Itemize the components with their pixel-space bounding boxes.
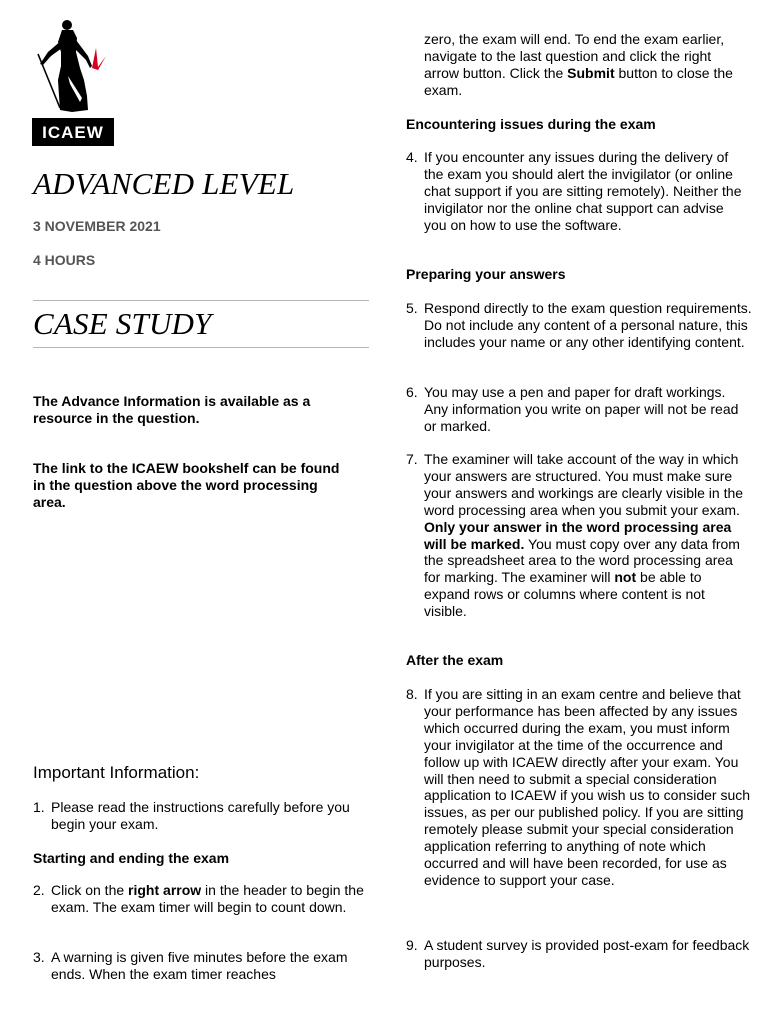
list-item: 3. A warning is given five minutes before the exam ends. When the exam timer reaches [33, 949, 348, 982]
page-title: ADVANCED LEVEL [33, 166, 295, 201]
advance-information-note: The Advance Information is available as a resource in the question. [33, 393, 311, 426]
list-item-continued: zero, the exam will end. To end the exam earlier, navigate to the last question and click the right arrow button. Click the Submit button to close the exam. [424, 31, 733, 98]
list-item: 4. If you encounter any issues during the delivery of the exam you should alert the invigilator (or online chat support if you are sitting remotely). Neither the invigilator nor the online chat support can advise you on how to use the software. [406, 149, 742, 233]
important-info-heading: Important Information: [33, 763, 200, 782]
justice-figure-icon [38, 20, 106, 112]
divider-bottom [33, 347, 369, 348]
logo-text: ICAEW [42, 123, 104, 142]
divider-top [33, 300, 369, 301]
section-heading-preparing: Preparing your answers [406, 266, 566, 282]
section-heading-issues: Encountering issues during the exam [406, 116, 656, 132]
list-item: 8. If you are sitting in an exam centre and believe that your performance has been affected by any issues which occurred during the exam, you must inform your invigilator at the time of the occurrence and follow up with ICAEW directly after your exam. You will then need to submit a special consideration application to ICAEW if you wish us to consider such issues, as per our published policy. If you are sitting remotely please submit your special consideration application referring to anything of note which occurred and will have been recorded, for use as evidence to support your case. [406, 686, 751, 888]
list-item: 5. Respond directly to the exam question requirements. Do not include any content of a personal nature, this includes your name or any other identifying content. [406, 300, 752, 350]
list-item: 1. Please read the instructions carefully before you begin your exam. [33, 799, 350, 832]
list-item: 2. Click on the right arrow in the header to begin the exam. The exam timer will begin to count down. [33, 882, 364, 915]
list-item: 9. A student survey is provided post-exam for feedback purposes. [406, 937, 750, 970]
bookshelf-link-note: The link to the ICAEW bookshelf can be found in the question above the word processing area. [33, 460, 340, 510]
section-heading-start: Starting and ending the exam [33, 850, 230, 866]
icaew-logo [32, 18, 114, 146]
exam-duration: 4 HOURS [33, 252, 96, 268]
case-study-title: CASE STUDY [33, 306, 212, 341]
list-item: 6. You may use a pen and paper for draft workings. Any information you write on paper will not be read or marked. [406, 384, 739, 434]
exam-date: 3 NOVEMBER 2021 [33, 218, 161, 234]
section-heading-after: After the exam [406, 652, 504, 668]
list-item: 7. The examiner will take account of the way in which your answers are structured. You must make sure your answers and workings are clearly visible in the word processing area when you submit your exam. Only your answer in the word processing area will be marked. You must copy over any data from the spreadsheet area to the word processing area for marking. The examiner will not be able to expand rows or columns where content is not visible. [406, 451, 744, 620]
